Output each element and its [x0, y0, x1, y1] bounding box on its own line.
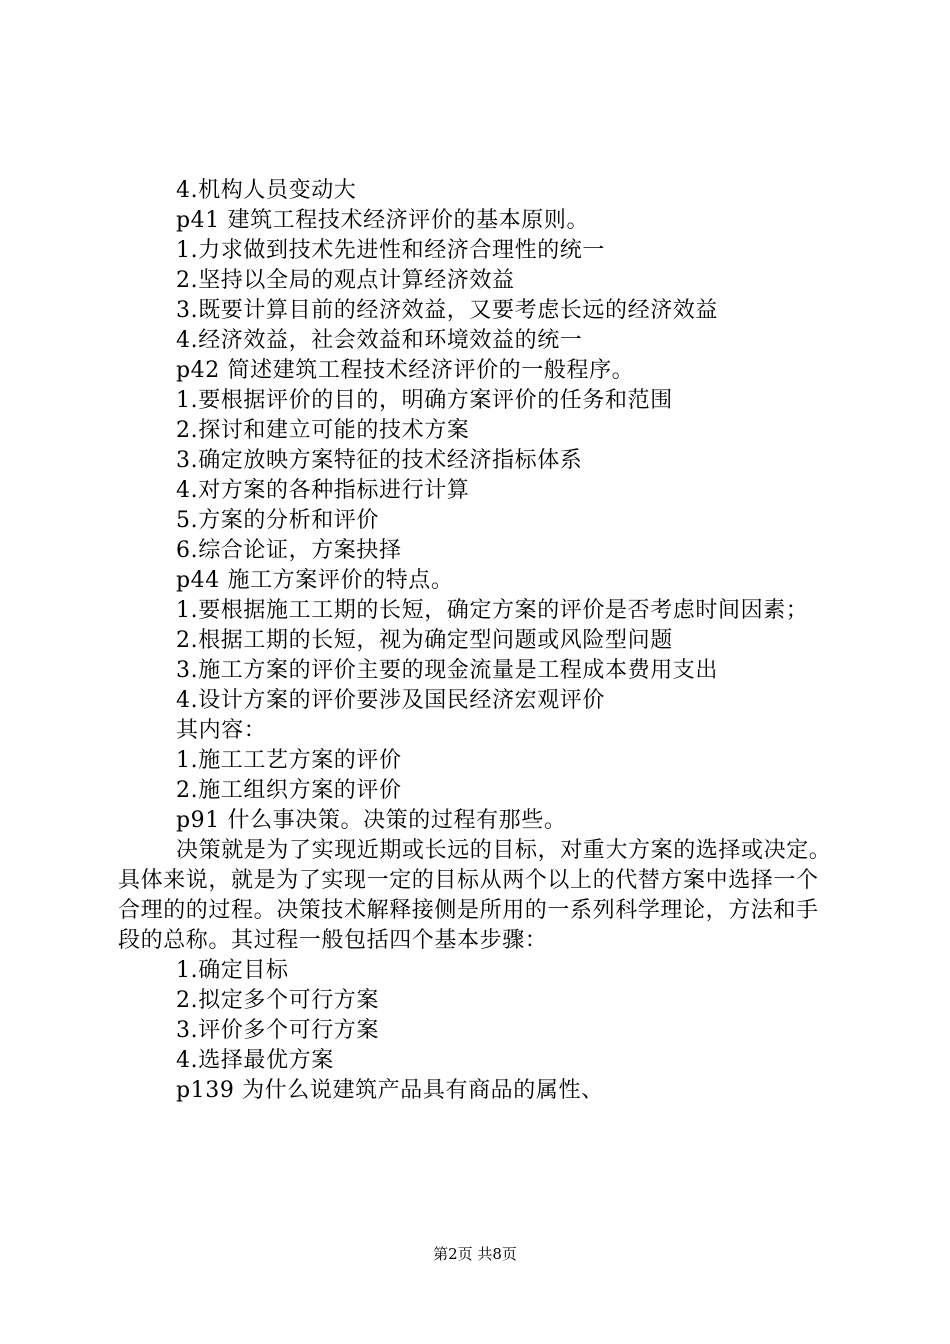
section-heading-p42: p42 简述建筑工程技术经济评价的一般程序。: [176, 358, 635, 383]
text-line: 4.对方案的各种指标进行计算: [176, 478, 470, 503]
text-line: 3.既要计算目前的经济效益，又要考虑长远的经济效益: [176, 298, 718, 323]
text-line: 2.探讨和建立可能的技术方案: [176, 418, 470, 443]
document-body: [118, 176, 834, 1106]
text-line: 4.经济效益，社会效益和环境效益的统一: [176, 328, 583, 353]
section-heading-p91: p91 什么事决策。决策的过程有那些。: [176, 808, 567, 833]
text-line: 4.设计方案的评价要涉及国民经济宏观评价: [176, 688, 605, 713]
section-heading-p44: p44 施工方案评价的特点。: [176, 568, 454, 593]
text-line: 2.根据工期的长短，视为确定型问题或风险型问题: [176, 628, 673, 653]
text-line: 2.坚持以全局的观点计算经济效益: [176, 268, 515, 293]
text-line: 4.选择最优方案: [176, 1048, 334, 1073]
paragraph-p44-item1: 1.要根据施工工期的长短，确定方案的评价是否考虑时间因素；: [176, 598, 809, 623]
text-line: 1.力求做到技术先进性和经济合理性的统一: [176, 238, 605, 263]
text-line: 2.拟定多个可行方案: [176, 988, 379, 1013]
text-line: 3.评价多个可行方案: [176, 1018, 379, 1043]
text-line: 2.施工组织方案的评价: [176, 778, 402, 803]
paragraph-decision: 决策就是为了实现近期或长远的目标，对重大方案的选择或决定。具体来说，就是为了实现一定的目标从两个以上的代替方案中选择一个合理的的过程。决策技术解释接侧是所用的一系列科学理论，方法和手段的总称。其过程一般包括四个基本步骤：: [118, 838, 832, 953]
text-line: 5.方案的分析和评价: [176, 508, 379, 533]
text-line: 其内容：: [176, 718, 267, 743]
text-line: 1.要根据评价的目的，明确方案评价的任务和范围: [176, 388, 673, 413]
section-heading-p139: p139 为什么说建筑产品具有商品的属性、: [176, 1078, 604, 1103]
text-line: 1.确定目标: [176, 958, 289, 983]
text-line: 6.综合论证，方案抉择: [176, 538, 402, 563]
section-heading-p41: p41 建筑工程技术经济评价的基本原则。: [176, 208, 590, 233]
text-line: 4.机构人员变动大: [176, 178, 357, 203]
text-line: 3.确定放映方案特征的技术经济指标体系: [176, 448, 583, 473]
page-footer: 第2页 共8页: [433, 1245, 517, 1263]
text-line: 1.施工工艺方案的评价: [176, 748, 402, 773]
text-line: 3.施工方案的评价主要的现金流量是工程成本费用支出: [176, 658, 718, 683]
